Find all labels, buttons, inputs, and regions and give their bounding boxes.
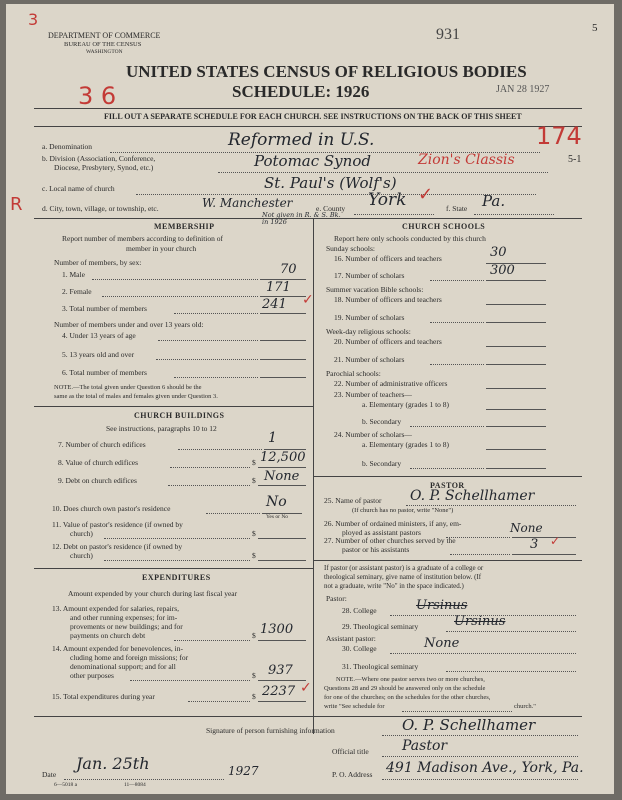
q2-value: 171 [266,280,291,295]
denomination-value: Reformed in U.S. [228,130,375,150]
top-right-mark: 5 [592,22,598,34]
expenditures-heading: EXPENDITURES [142,573,211,582]
state-value: Pa. [482,192,506,210]
q7-label: 7. Number of church edifices [58,440,146,449]
q30-label: 30. College [342,644,377,653]
county-label: e. County [316,204,346,213]
q29-value: Ursinus [454,614,506,629]
q27-value: 3 [530,537,539,552]
q26-value: None [510,521,543,535]
pastor-note-3: for one of the churches; on the schedules for the other churches, [324,694,491,701]
q24b-label: b. Secondary [362,459,402,468]
by-sex-label: Number of members, by sex: [54,258,142,267]
city-label: d. City, town, village, or township, etc. [42,204,159,213]
q31-label: 31. Theological seminary [342,662,419,671]
red-number: 3 6 [78,82,117,110]
q14-label-3: denominational support; and for all [70,662,176,671]
q1-value: 70 [280,262,297,277]
dept-name: DEPARTMENT OF COMMERCE [48,31,161,40]
q12-label-2: church) [70,551,93,560]
sunday-label: Sunday schools: [326,244,375,253]
q30-value: None [424,636,460,651]
q25-label: 25. Name of pastor [324,496,382,505]
q13-label-4: payments on church debt [70,631,146,640]
pastor-note-2: Questions 28 and 29 should be answered only on the schedule [324,685,486,692]
date-year: 1927 [228,764,259,778]
pastor-heading: PASTOR [430,481,465,490]
pastor-note-5: church." [514,703,536,710]
assistant-sublabel: Assistant pastor: [326,634,376,643]
q25-value: O. P. Schellhamer [410,488,535,504]
q13-label-3: provements or new buildings; and for [70,622,183,631]
q1-label: 1. Male [62,270,85,279]
state-label: f. State [446,204,468,213]
grad-intro-1: If pastor (or assistant pastor) is a graduate of a college or [324,564,484,572]
q28-label: 28. College [342,606,377,615]
grad-intro-3: not a graduate, write "No" in the space indicated.) [324,582,464,590]
bureau-name: BUREAU OF THE CENSUS [64,41,142,48]
parochial-label: Parochial schools: [326,369,381,378]
q10-value: No [266,494,287,510]
q16-label: 16. Number of officers and teachers [334,254,442,263]
form-title: UNITED STATES CENSUS OF RELIGIOUS BODIES [126,62,527,81]
grad-intro-2: theological seminary, give name of institution below. (If [324,573,482,581]
q6-label: 6. Total number of members [62,368,147,377]
q15-dollar: $ [252,692,256,701]
q23b-label: b. Secondary [362,417,402,426]
signature-label: Signature of person furnishing information [206,726,335,735]
q14-dollar: $ [252,671,256,680]
q26-label-1: 26. Number of ordained ministers, if any, em- [324,519,462,528]
q9-dollar: $ [252,476,256,485]
membership-intro-1: Report number of members according to definition of [62,234,223,243]
q20-label: 20. Number of officers and teachers [334,337,442,346]
r-mark: R [10,194,23,215]
q13-value: 1300 [260,622,294,637]
schools-heading: CHURCH SCHOOLS [402,222,486,231]
q13-dollar: $ [252,631,256,640]
denomination-label: a. Denomination [42,142,92,151]
q10-label: 10. Does church own pastor's residence [52,504,171,513]
schools-intro: Report here only schools conducted by this church [334,234,486,243]
county-value: York [368,190,407,210]
q14-label-1: 14. Amount expended for benevolences, in- [52,644,184,653]
census-schedule-sheet: 3 DEPARTMENT OF COMMERCE BUREAU OF THE CENSUS WASHINGTON 931 5 UNITED STATES CENSUS OF RELIGIOUS BODIES 3 6 SCHEDULE: 1926 JAN 28 1927 FILL OUT A SEPARATE SCHEDULE FOR EACH CHURCH. SEE INSTRUCTIONS ON THE BACK OF THIS SHEET a. Denomination Reformed in U.S. 174 b. Division (Association, Conference, Diocese, Presbytery, Synod, etc.) Potomac Synod Zion's Classis 5-1 c. Local name of church St. Paul's (Wolf's) R d. City, town, village, or township, etc. W. Manchester e. County York ✓ f. State Pa. Not given in R. & S. Bk. in 1926 MEMBERSHIP Report number of members according to definition of member in your church Number of members, by sex: 1. Male 70 2. Female 171 3. Total number of members 241 ✓ Number of members under and over 13 years old: 4. Under 13 years of age 5. 13 years old and over 6. Total number of members NOTE.—The total given under Question 6 should be the same as the total of males and females given under Question 3. CHURCH BUILDINGS See instructions, paragraphs 10 to 12 7. Number of church edifices 1 8. Value of church edifices $ 12,500 9. Debt on church edifices $ None 10. Does church own pastor's residence No Yes or No 11. Value of pastor's residence (if owned by church) $ 12. Debt on pastor's residence (if owned by church) $ EXPENDITURES Amount expended by your church during last fiscal year 13. Amount expended for salaries, repairs, and other running expenses; for im- provements or new buildings; and for payments on church debt $ 1300 14. Amount expended for benevolences, in- cluding home and foreign missions; for denominational support; and for all other purposes $ 937 15. Total expenditures during year $ 2237 ✓ CHURCH SCHOOLS Report here only schools conducted by this church Sunday schools: 16. Number of officers and teachers 30 17. Number of scholars 300 Summer vacation Bible schools: 18. Number of officers and teachers 19. Number of scholars Week-day religious schools: 20. Number of officers and teachers 21. Number of scholars Parochial schools: 22. Number of administrative officers 23. Number of teachers— a. Elementary (grades 1 to 8) b. Secondary 24. Number of scholars— a. Elementary (grades 1 to 8) b. Secondary PASTOR 25. Name of pastor O. P. Schellhamer (If church has no pastor, write "None") 26. Number of ordained ministers, if any, em- ployed as assistant pastors None 27. Number of other churches served by the pastor or his assistants 3 ✓ If pastor (or assistant pastor) is a graduate of a college or theological seminary, give name of institution below. (If not a graduate, write "No" in the space indicated.) Pastor: 28. College Ursinus 29. Theological seminary Ursinus Assistant pastor: 30. College None 31. Theological seminary NOTE.—Where one pastor serves two or more churches, Questions 28 and 29 should be answered only on the schedule for one of the churches; on the schedules for the other churches, write "See schedule for church." Signature of person furnishing information O. P. Schellhamer Official title Pastor Date Jan. 25th 1927 6—5018 a 11—8084 P. O. Address 491 Madison Ave., York, Pa. [6,4,614,794]
q13-label-2: and other running expenses; for im- [70,613,178,622]
q23-label: 23. Number of teachers— [334,390,412,399]
membership-note-2: same as the total of males and females given under Question 3. [54,393,218,400]
city-value: W. Manchester [202,196,293,210]
side-mark: 5-1 [568,154,582,165]
q17-value: 300 [490,263,515,278]
q19-label: 19. Number of scholars [334,313,405,322]
yes-no-label: Yes or No [266,514,289,520]
q24-label: 24. Number of scholars— [334,430,412,439]
q11-label-2: church) [70,529,93,538]
division-label-1: b. Division (Association, Conference, [42,154,156,163]
q17-label: 17. Number of scholars [334,271,405,280]
q22-label: 22. Number of administrative officers [334,379,448,388]
q9-label: 9. Debt on church edifices [58,476,137,485]
date-label: Date [42,770,57,779]
division-label-2: Diocese, Presbytery, Synod, etc.) [54,163,154,172]
q24a-label: a. Elementary (grades 1 to 8) [362,440,450,449]
q27-label-2: pastor or his assistants [342,545,410,554]
division-value: Potomac Synod [254,152,371,170]
q9-value: None [264,469,300,484]
red-174: 174 [536,122,582,150]
vacation-label: Summer vacation Bible schools: [326,285,424,294]
q15-label: 15. Total expenditures during year [52,692,155,701]
schedule-number: 931 [436,26,460,43]
q7-value: 1 [268,430,277,446]
under-over-label: Number of members under and over 13 years old: [54,320,204,329]
q8-label: 8. Value of church edifices [58,458,139,467]
q14-label-4: other purposes [70,671,114,680]
weekday-label: Week-day religious schools: [326,327,411,336]
form-subtitle: SCHEDULE: 1926 [232,82,370,101]
church-name-value: St. Paul's (Wolf's) [264,174,397,192]
q14-value: 937 [268,663,293,678]
q28-value: Ursinus [416,598,468,613]
buildings-heading: CHURCH BUILDINGS [134,411,225,420]
received-stamp: JAN 28 1927 [496,84,550,95]
membership-heading: MEMBERSHIP [154,222,215,231]
q21-label: 21. Number of scholars [334,355,405,364]
signature-value: O. P. Schellhamer [402,716,536,734]
date-value: Jan. 25th [76,754,150,773]
pastor-note-4: write "See schedule for [324,703,385,710]
form-code-2: 11—8084 [124,782,146,788]
church-name-label: c. Local name of church [42,184,115,193]
division-red-note: Zion's Classis [418,152,515,168]
q16-value: 30 [490,245,507,260]
address-value: 491 Madison Ave., York, Pa. [386,760,584,776]
q15-value: 2237 [262,684,296,699]
pastor-note-1: NOTE.—Where one pastor serves two or more churches, [336,676,485,683]
q4-label: 4. Under 13 years of age [62,331,136,340]
q12-dollar: $ [252,551,256,560]
q14-label-2: cluding home and foreign missions; for [70,653,189,662]
pastor-sublabel: Pastor: [326,594,347,603]
q29-label: 29. Theological seminary [342,622,419,631]
q3-label: 3. Total number of members [62,304,147,313]
q13-label-1: 13. Amount expended for salaries, repairs, [52,604,180,613]
corner-mark: 3 [28,10,39,29]
q23a-label: a. Elementary (grades 1 to 8) [362,400,450,409]
q26-label-2: ployed as assistant pastors [342,528,421,537]
bureau-city: WASHINGTON [86,49,123,55]
form-code-1: 6—5018 a [54,782,78,788]
q25-note: (If church has no pastor, write "None") [352,507,454,514]
q2-label: 2. Female [62,287,92,296]
q5-label: 5. 13 years old and over [62,350,135,359]
instruction-line: FILL OUT A SEPARATE SCHEDULE FOR EACH CHURCH. SEE INSTRUCTIONS ON THE BACK OF THIS SHEET [104,112,522,121]
official-title-label: Official title [332,747,369,756]
q18-label: 18. Number of officers and teachers [334,295,442,304]
q3-value: 241 [262,297,287,312]
q8-dollar: $ [252,458,256,467]
q27-label-1: 27. Number of other churches served by the [324,536,456,545]
membership-note-1: NOTE.—The total given under Question 6 should be the [54,384,202,391]
official-title-value: Pastor [402,738,448,754]
q11-label-1: 11. Value of pastor's residence (if owned by [52,520,183,529]
membership-intro-2: member in your church [126,244,197,253]
handwritten-note: Not given in R. & S. Bk. in 1926 [262,211,341,226]
buildings-intro: See instructions, paragraphs 10 to 12 [106,424,217,433]
q8-value: 12,500 [260,450,306,465]
q11-dollar: $ [252,529,256,538]
q12-label-1: 12. Debt on pastor's residence (if owned by [52,542,183,551]
address-label: P. O. Address [332,770,373,779]
expenditures-intro: Amount expended by your church during last fiscal year [68,589,238,598]
